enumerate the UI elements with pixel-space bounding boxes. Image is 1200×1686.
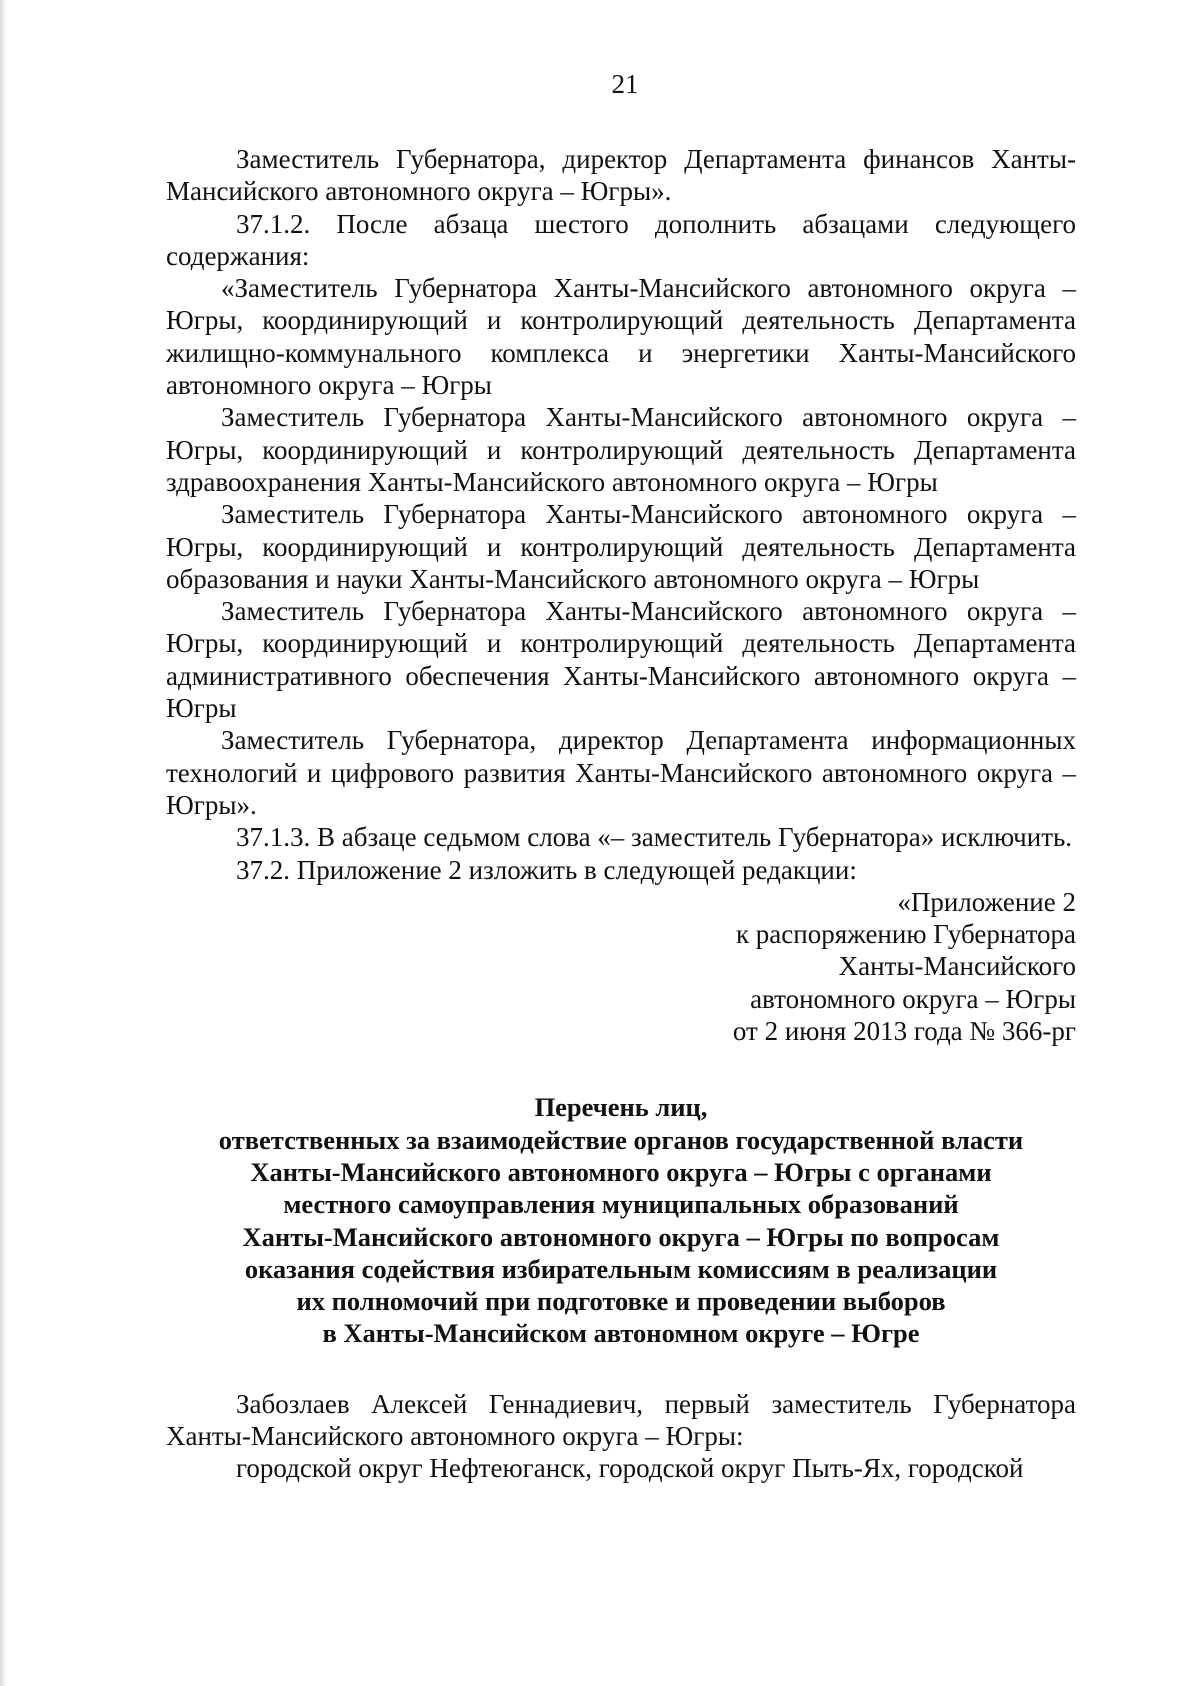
- paragraph-deputy-finance: Заместитель Губернатора, директор Департамента финансов Ханты-Мансийского автономного округа – Югры».: [166, 144, 1076, 207]
- paragraph-deputy-education: Заместитель Губернатора Ханты-Мансийского автономного округа – Югры, координирующий и контролирующий деятельность Департамента образования и науки Ханты-Мансийского автономного округа – Югры: [166, 499, 1076, 594]
- title-line: Ханты-Мансийского автономного округа – Югры по вопросам: [242, 1221, 1000, 1252]
- title-line: их полномочий при подготовке и проведении выборов: [296, 1286, 946, 1317]
- paragraph-deputy-housing: «Заместитель Губернатора Ханты-Мансийского автономного округа – Югры, координирующий и контролирующий деятельность Департамента жилищно-коммунального комплекса и энергетики Ханты-Мансийского автономного округа – Югры: [166, 273, 1076, 401]
- paragraph-deputy-health: Заместитель Губернатора Ханты-Мансийского автономного округа – Югры, координирующий и контролирующий деятельность Департамента здравоохранения Ханты-Мансийского автономного округа – Югры: [166, 402, 1076, 497]
- scan-edge: [0, 0, 7, 1686]
- appendix-approval-block: [166, 886, 1076, 1047]
- paragraph-zabozlaev: Забозлаев Алексей Геннадиевич, первый заместитель Губернатора Ханты-Мансийского автономного округа – Югры:: [166, 1388, 1076, 1451]
- paragraph-37-1-2: 37.1.2. После абзаца шестого дополнить абзацами следующего содержания:: [166, 208, 1076, 271]
- paragraph-37-1-3: 37.1.3. В абзаце седьмом слова «– заместитель Губернатора» исключить.: [236, 822, 1073, 853]
- title-line: оказания содействия избирательным комиссиям в реализации: [244, 1253, 998, 1284]
- list-body: [166, 1388, 1076, 1485]
- document-body: [166, 143, 1076, 1485]
- paragraph-deputy-it: Заместитель Губернатора, директор Департамента информационных технологий и цифрового развития Ханты-Мансийского автономного округа – Югры».: [166, 725, 1076, 820]
- title-line: Ханты-Мансийского автономного округа – Югры с органами: [250, 1156, 992, 1187]
- title-line: ответственных за взаимодействие органов государственной власти: [218, 1124, 1024, 1155]
- title-line: местного самоуправления муниципальных образований: [283, 1189, 959, 1220]
- list-title: [166, 1091, 1076, 1349]
- title-line: в Ханты-Мансийском автономном округе – Югре: [322, 1318, 920, 1349]
- approval-line: автономного округа – Югры: [750, 983, 1076, 1014]
- title-line: Перечень лиц,: [534, 1092, 708, 1123]
- page-number: 21: [611, 69, 639, 99]
- approval-line: к распоряжению Губернатора: [735, 919, 1076, 950]
- approval-line: Ханты-Мансийского: [838, 951, 1076, 982]
- paragraph-37-2: 37.2. Приложение 2 изложить в следующей редакции:: [236, 854, 857, 885]
- paragraph-deputy-administrative: Заместитель Губернатора Ханты-Мансийского автономного округа – Югры, координирующий и контролирующий деятельность Департамента административного обеспечения Ханты-Мансийского автономного округа – Югры: [166, 596, 1076, 724]
- approval-line: «Приложение 2: [897, 886, 1076, 917]
- approval-line: от 2 июня 2013 года № 366-рг: [732, 1016, 1076, 1047]
- paragraph-districts: городской округ Нефтеюганск, городской округ Пыть-Ях, городской: [236, 1453, 1024, 1484]
